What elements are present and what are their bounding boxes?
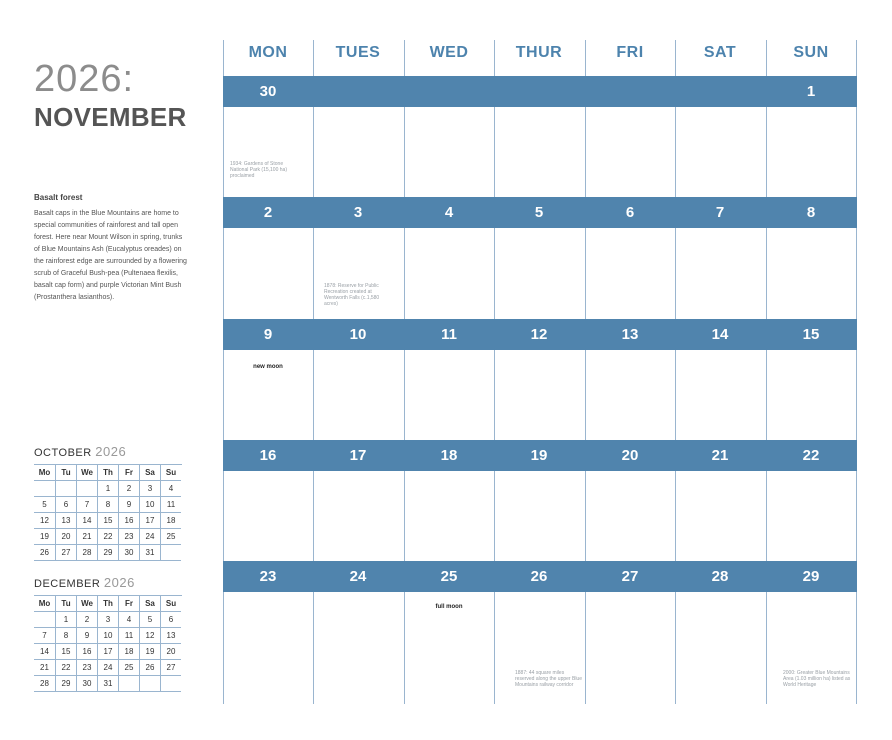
mini-weekday-header: Mo bbox=[34, 465, 55, 481]
mini-day-cell: 23 bbox=[118, 529, 139, 545]
day-number: 29 bbox=[802, 568, 820, 585]
grid-divider bbox=[313, 40, 314, 704]
mini-day-cell bbox=[34, 612, 55, 628]
mini-day-cell: 8 bbox=[97, 497, 118, 513]
grid-divider bbox=[494, 40, 495, 704]
mini-day-cell: 30 bbox=[118, 545, 139, 561]
day-number: 25 bbox=[440, 568, 458, 585]
day-number: 3 bbox=[353, 204, 363, 221]
mini-day-cell: 17 bbox=[97, 644, 118, 660]
mini-day-cell bbox=[55, 481, 76, 497]
mini-day-cell: 15 bbox=[97, 513, 118, 529]
mini-day-cell: 8 bbox=[55, 628, 76, 644]
day-number: 19 bbox=[530, 447, 548, 464]
mini-weekday-header: Fr bbox=[118, 465, 139, 481]
day-number: 10 bbox=[349, 326, 367, 343]
mini-day-cell: 30 bbox=[76, 676, 97, 692]
weekday-header: WED bbox=[429, 44, 469, 61]
mini-day-cell: 6 bbox=[55, 497, 76, 513]
mini-calendar-october bbox=[34, 444, 182, 561]
mini-day-cell: 15 bbox=[55, 644, 76, 660]
mini-day-cell: 21 bbox=[34, 660, 55, 676]
weekday-header: THUR bbox=[515, 44, 563, 61]
mini-day-cell bbox=[118, 676, 139, 692]
full-moon-label: full moon bbox=[435, 604, 463, 610]
mini-weekday-header: Fr bbox=[118, 596, 139, 612]
mini-day-cell: 14 bbox=[34, 644, 55, 660]
weekday-header: SAT bbox=[703, 44, 737, 61]
mini-day-cell: 1 bbox=[97, 481, 118, 497]
mini-calendar-grid bbox=[34, 595, 182, 692]
mini-weekday-header: Th bbox=[97, 596, 118, 612]
info-title: Basalt forest bbox=[34, 193, 83, 202]
mini-day-cell: 13 bbox=[160, 628, 181, 644]
mini-day-cell: 1 bbox=[55, 612, 76, 628]
mini-weekday-header: Sa bbox=[139, 465, 160, 481]
mini-day-cell: 26 bbox=[34, 545, 55, 561]
mini-weekday-header: We bbox=[76, 465, 97, 481]
day-number: 7 bbox=[715, 204, 725, 221]
month-heading: NOVEMBER bbox=[34, 102, 187, 132]
day-number: 9 bbox=[263, 326, 273, 343]
mini-day-cell: 16 bbox=[76, 644, 97, 660]
year-heading: 2026: bbox=[34, 58, 135, 100]
mini-day-cell: 28 bbox=[34, 676, 55, 692]
day-number: 14 bbox=[711, 326, 729, 343]
day-number: 24 bbox=[349, 568, 367, 585]
grid-divider bbox=[856, 40, 857, 704]
mini-day-cell bbox=[160, 676, 181, 692]
grid-divider bbox=[766, 40, 767, 704]
mini-day-cell: 19 bbox=[139, 644, 160, 660]
mini-day-cell: 28 bbox=[76, 545, 97, 561]
mini-day-cell: 19 bbox=[34, 529, 55, 545]
grid-divider bbox=[223, 40, 224, 704]
history-note: 1887: 44 square miles reserved along the upper Blue Mountains railway corridor bbox=[515, 670, 582, 688]
month-calendar-grid bbox=[223, 40, 857, 704]
mini-day-cell: 16 bbox=[118, 513, 139, 529]
mini-weekday-header: We bbox=[76, 596, 97, 612]
mini-day-cell: 29 bbox=[97, 545, 118, 561]
grid-divider bbox=[585, 40, 586, 704]
mini-day-cell: 31 bbox=[97, 676, 118, 692]
mini-day-cell: 22 bbox=[55, 660, 76, 676]
mini-weekday-header: Tu bbox=[55, 465, 76, 481]
mini-day-cell: 7 bbox=[76, 497, 97, 513]
mini-day-cell: 11 bbox=[160, 497, 181, 513]
mini-day-cell: 2 bbox=[76, 612, 97, 628]
mini-day-cell: 3 bbox=[97, 612, 118, 628]
mini-day-cell bbox=[139, 676, 160, 692]
mini-day-cell: 4 bbox=[118, 612, 139, 628]
day-number: 20 bbox=[621, 447, 639, 464]
mini-day-cell: 21 bbox=[76, 529, 97, 545]
mini-day-cell: 3 bbox=[139, 481, 160, 497]
mini-day-cell bbox=[160, 545, 181, 561]
mini-day-cell: 25 bbox=[160, 529, 181, 545]
day-number: 27 bbox=[621, 568, 639, 585]
mini-day-cell: 11 bbox=[118, 628, 139, 644]
mini-day-cell: 18 bbox=[160, 513, 181, 529]
day-number: 17 bbox=[349, 447, 367, 464]
day-number: 2 bbox=[263, 204, 273, 221]
mini-day-cell bbox=[34, 481, 55, 497]
mini-calendar-grid bbox=[34, 464, 182, 561]
mini-day-cell: 20 bbox=[55, 529, 76, 545]
mini-day-cell: 17 bbox=[139, 513, 160, 529]
new-moon-label: new moon bbox=[253, 364, 283, 370]
day-number: 1 bbox=[806, 83, 816, 100]
mini-day-cell: 10 bbox=[139, 497, 160, 513]
day-number: 30 bbox=[259, 83, 277, 100]
day-number: 21 bbox=[711, 447, 729, 464]
mini-day-cell: 20 bbox=[160, 644, 181, 660]
day-number: 16 bbox=[259, 447, 277, 464]
mini-day-cell: 7 bbox=[34, 628, 55, 644]
day-number: 8 bbox=[806, 204, 816, 221]
weekday-header: FRI bbox=[616, 44, 644, 61]
mini-day-cell: 25 bbox=[118, 660, 139, 676]
mini-weekday-header: Mo bbox=[34, 596, 55, 612]
mini-month-name: OCTOBER bbox=[34, 447, 92, 459]
mini-weekday-header: Su bbox=[160, 465, 181, 481]
mini-weekday-header: Su bbox=[160, 596, 181, 612]
mini-calendar-title bbox=[34, 444, 182, 459]
mini-weekday-header: Th bbox=[97, 465, 118, 481]
weekday-header: SUN bbox=[793, 44, 829, 61]
grid-divider bbox=[675, 40, 676, 704]
mini-day-cell: 2 bbox=[118, 481, 139, 497]
mini-weekday-header: Sa bbox=[139, 596, 160, 612]
mini-day-cell: 9 bbox=[118, 497, 139, 513]
day-number: 18 bbox=[440, 447, 458, 464]
mini-day-cell: 26 bbox=[139, 660, 160, 676]
mini-day-cell: 24 bbox=[97, 660, 118, 676]
history-note: 1934: Gardens of Stone National Park (15,100 ha) proclaimed bbox=[230, 161, 287, 179]
day-number: 23 bbox=[259, 568, 277, 585]
day-number: 12 bbox=[530, 326, 548, 343]
mini-day-cell: 18 bbox=[118, 644, 139, 660]
day-number: 11 bbox=[441, 326, 457, 343]
mini-weekday-header: Tu bbox=[55, 596, 76, 612]
history-note: 1878: Reserve for Public Recreation created at Wentworth Falls (c.1,580 acres) bbox=[324, 283, 380, 307]
day-number: 26 bbox=[530, 568, 548, 585]
mini-day-cell: 27 bbox=[55, 545, 76, 561]
weekday-header: TUES bbox=[335, 44, 381, 61]
day-number: 28 bbox=[711, 568, 729, 585]
week-band bbox=[223, 76, 857, 107]
mini-day-cell: 6 bbox=[160, 612, 181, 628]
mini-day-cell: 12 bbox=[34, 513, 55, 529]
history-note: 2000: Greater Blue Mountains Area (1.03 million ha) listed as World Heritage bbox=[783, 670, 851, 688]
mini-day-cell: 5 bbox=[139, 612, 160, 628]
day-number: 22 bbox=[802, 447, 820, 464]
mini-day-cell: 14 bbox=[76, 513, 97, 529]
mini-calendar-december bbox=[34, 575, 182, 692]
mini-day-cell: 10 bbox=[97, 628, 118, 644]
day-number: 13 bbox=[621, 326, 639, 343]
weekday-header: MON bbox=[248, 44, 288, 61]
mini-calendar-title bbox=[34, 575, 182, 590]
mini-day-cell: 22 bbox=[97, 529, 118, 545]
mini-month-name: DECEMBER bbox=[34, 578, 101, 590]
info-text: Basalt caps in the Blue Mountains are home to special communities of rainforest and tall open forest. Here near Mount Wilson in spring, trunks of Blue Mountains Ash (Eucalyptus oreades) on the rainforest edge are surrounded by a flowering scrub of Graceful Bush-pea (Pultenaea flexilis, basalt cap form) and purple Victorian Mint Bush (Prostanthera lasianthos). bbox=[34, 210, 187, 301]
mini-year: 2026 bbox=[103, 575, 135, 590]
mini-day-cell: 23 bbox=[76, 660, 97, 676]
mini-year: 2026 bbox=[95, 444, 127, 459]
mini-day-cell: 27 bbox=[160, 660, 181, 676]
day-number: 6 bbox=[625, 204, 635, 221]
day-number: 4 bbox=[444, 204, 454, 221]
mini-day-cell: 13 bbox=[55, 513, 76, 529]
mini-day-cell: 4 bbox=[160, 481, 181, 497]
day-number: 5 bbox=[534, 204, 544, 221]
mini-day-cell: 9 bbox=[76, 628, 97, 644]
mini-day-cell: 31 bbox=[139, 545, 160, 561]
day-number: 15 bbox=[802, 326, 820, 343]
mini-day-cell: 12 bbox=[139, 628, 160, 644]
mini-day-cell: 5 bbox=[34, 497, 55, 513]
mini-day-cell: 24 bbox=[139, 529, 160, 545]
mini-day-cell bbox=[76, 481, 97, 497]
mini-day-cell: 29 bbox=[55, 676, 76, 692]
